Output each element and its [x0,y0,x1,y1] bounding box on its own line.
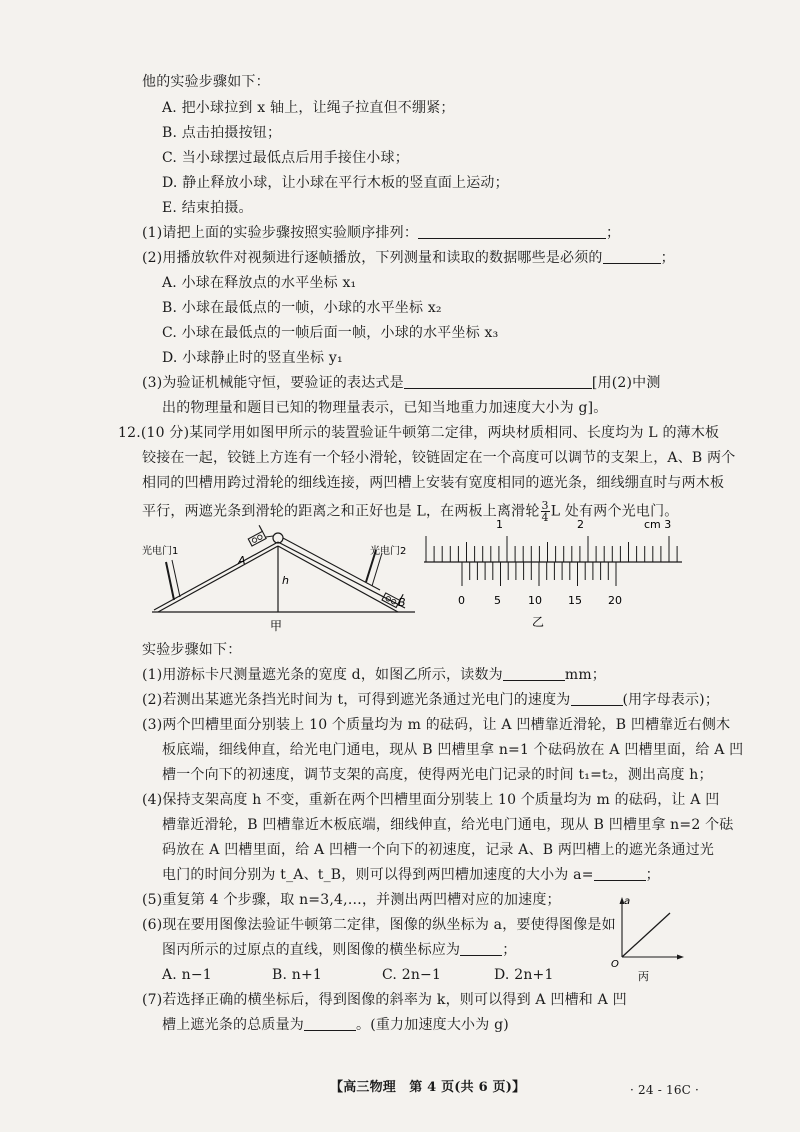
option-a: A. n−1 [162,967,212,983]
q11-intro: 他的实验步骤如下： [142,74,270,90]
string-right [283,538,380,590]
q12-stem-line3: 相同的凹槽用跨过滑轮的细线连接，两凹槽上安装有宽度相同的遮光条，细线绷直时与两木板 [142,475,725,491]
label-h: h [282,574,289,587]
caption-bing: 丙 [638,970,649,983]
vernier-scale [462,562,616,586]
q11-part1: (1)请把上面的实验步骤按照实验顺序排列： ； [142,225,621,241]
q11-step-d: D. 静止释放小球，让小球在平行木板的竖直面上运动； [162,175,509,191]
groove-a [245,525,266,546]
answer-blank[interactable] [304,1016,356,1031]
vernier-label-15: 15 [568,594,582,607]
answer-blank[interactable] [460,941,502,956]
q12-step4-line3: 码放在 A 凹槽里面，给 A 凹槽一个向下的初速度，记录 A、B 两凹槽上的遮光条通过光 [162,842,715,858]
option-d: D. 2n+1 [494,967,554,983]
main-scale [426,536,677,562]
figure-jia [140,520,420,640]
q11-option-a: A. 小球在释放点的水平坐标 x₁ [162,275,357,291]
main-label-1: 1 [496,518,503,531]
vernier-label-0: 0 [458,594,465,607]
q11-step-a: A. 把小球拉到 x 轴上，让绳子拉直但不绷紧； [162,100,455,116]
q12-step6-line1: (6)现在要用图像法验证牛顿第二定律，图像的纵坐标为 a，要使得图像是如 [142,917,616,933]
q11-option-d: D. 小球静止时的竖直坐标 y₁ [162,350,343,366]
q12-step4-line4: 电门的时间分别为 t_A、t_B，则可以得到两凹槽加速度的大小为 a= ； [162,867,660,883]
q12-step6-options [162,965,554,985]
label-b: B [398,596,406,609]
caption-jia: 甲 [270,619,283,633]
label-gate1: 光电门1 [142,546,179,557]
answer-blank[interactable] [603,249,661,264]
q12-stem-line4: 平行，两遮光条到滑轮的距离之和正好也是 L，在两板上离滑轮 $\frac{3}{4}$ L 处有两个光电门。 [142,499,679,524]
q12-step4-line2: 槽靠近滑轮，B 凹槽靠近木板底端，细线伸直，给光电门通电，现从 B 凹槽里拿 n=2 个砝 [162,817,734,833]
x-axis-arrow [677,955,684,960]
figure-yi-vernier [420,518,690,634]
origin-label: O [611,959,619,970]
q11-step-c: C. 当小球摆过最低点后用手接住小球； [162,150,409,166]
vernier-label-10: 10 [528,594,542,607]
footer-page-info: 【高三物理 第 4 页(共 6 页)】 [330,1080,526,1095]
q12-stem-line1: 12.(10 分)某同学用如图甲所示的装置验证牛顿第二定律，两块材质相同、长度均为 L 的薄木板 [118,425,720,441]
label-gate2: 光电门2 [370,546,407,557]
figure-bing-graph [608,895,688,985]
q12-steps-title: 实验步骤如下： [142,642,242,658]
q12-step1: (1)用游标卡尺测量遮光条的宽度 d，如图乙所示，读数为 mm； [142,667,606,683]
option-c: C. 2n−1 [382,967,442,983]
q11-part3-cont: 出的物理量和题目已知的物理量表示，已知当地重力加速度大小为 g]。 [162,400,608,416]
line-through-origin [622,913,670,957]
q12-step6-line2: 图丙所示的过原点的直线，则图像的横坐标应为 ； [162,942,517,958]
answer-blank[interactable] [418,224,606,239]
vernier-label-20: 20 [608,594,622,607]
q12-step3-line3: 槽一个向下的初速度，调节支架的高度，使得两光电门记录的时间 t₁=t₂，测出高度 h； [162,767,713,783]
answer-blank[interactable] [571,691,623,706]
q12-step5: (5)重复第 4 个步骤，取 n=3,4,…，并测出两凹槽对应的加速度； [142,892,561,908]
axis-label-a: a [624,896,631,907]
q12-step3-line2: 板底端，细线伸直，给光电门通电，现从 B 凹槽里拿 n=1 个砝码放在 A 凹槽里面，给 A 凹 [162,742,744,758]
q12-stem-line2: 铰接在一起，铰链上方连有一个轻小滑轮，铰链固定在一个高度可以调节的支架上，A、B 两个 [142,450,736,466]
answer-blank[interactable] [594,866,646,881]
q12-step7-line2: 槽上遮光条的总质量为 。(重力加速度大小为 g) [162,1017,509,1033]
q11-part3: (3)为验证机械能守恒，要验证的表达式是 [用(2)中测 [142,375,661,391]
fraction-three-quarters: $\frac{3}{4}$ [541,499,549,524]
q12-step4-line1: (4)保持支架高度 h 不变，重新在两个凹槽里面分别装上 10 个质量均为 m 的砝码，让 A 凹 [142,792,720,808]
q11-option-c: C. 小球在最低点的一帧后面一帧，小球的水平坐标 x₃ [162,325,499,341]
photogate-1 [166,560,180,600]
q12-step2: (2)若测出某遮光条挡光时间为 t，可得到遮光条通过光电门的速度为 (用字母表示)； [142,692,720,708]
q11-step-b: B. 点击拍摄按钮； [162,125,282,141]
caption-yi: 乙 [532,615,545,629]
main-label-2: 2 [577,518,584,531]
q11-part2: (2)用播放软件对视频进行逐帧播放，下列测量和读取的数据哪些是必须的 ； [142,250,675,266]
q11-option-b: B. 小球在最低点的一帧，小球的水平坐标 x₂ [162,300,442,316]
label-a: A [238,554,246,567]
answer-blank[interactable] [503,666,565,681]
q11-step-e: E. 结束拍摄。 [162,200,253,216]
pulley [273,533,283,543]
string-left [266,536,273,537]
main-label-3: cm 3 [644,518,672,531]
option-b: B. n+1 [272,967,323,983]
answer-blank[interactable] [404,374,592,389]
q12-step7-line1: (7)若选择正确的横坐标后，得到图像的斜率为 k，则可以得到 A 凹槽和 A 凹 [142,992,627,1008]
q12-step3-line1: (3)两个凹槽里面分别装上 10 个质量均为 m 的砝码，让 A 凹槽靠近滑轮，B 凹槽靠近右侧木 [142,717,731,733]
footer-code: · 24 - 16C · [630,1083,700,1097]
vernier-label-5: 5 [494,594,501,607]
